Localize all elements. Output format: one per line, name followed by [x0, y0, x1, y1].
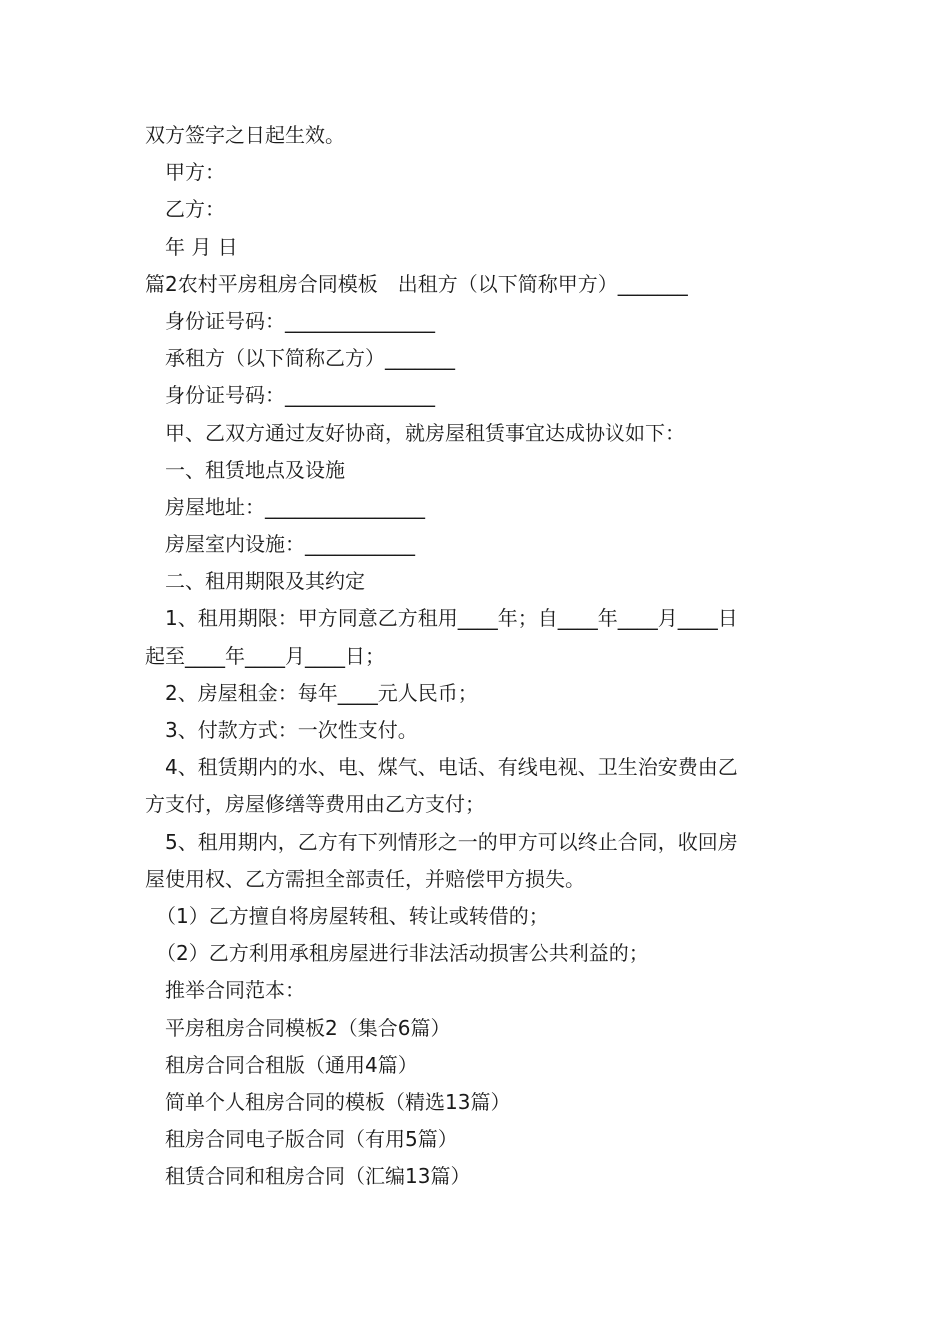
text-line: 甲方： — [165, 160, 225, 185]
text-line: 3、付款方式：一次性支付。 — [165, 718, 418, 742]
recommended-link[interactable]: 平房租房合同模板2（集合6篇） — [165, 1015, 451, 1040]
text-line: 方支付，房屋修缮等费用由乙方支付； — [145, 792, 485, 817]
text-line: 4、租赁期内的水、电、煤气、电话、有线电视、卫生治安费由乙 — [165, 755, 738, 780]
recommended-link[interactable]: 简单个人租房合同的模板（精选13篇） — [165, 1089, 511, 1114]
text-line: 身份证号码：_______________ — [165, 383, 435, 408]
text-line: 年 月 日 — [165, 234, 238, 259]
text-line: 房屋地址：________________ — [165, 494, 425, 519]
document-body — [145, 117, 810, 1195]
text-line: 屋使用权、乙方需担全部责任，并赔偿甲方损失。 — [145, 866, 585, 891]
text-line: 甲、乙双方通过友好协商，就房屋租赁事宜达成协议如下： — [165, 420, 685, 445]
text-line: 房屋室内设施：___________ — [165, 532, 415, 557]
text-line: 2、房屋租金：每年____元人民币； — [165, 680, 478, 705]
text-line: 双方签字之日起生效。 — [145, 123, 345, 147]
text-line: 5、租用期内，乙方有下列情形之一的甲方可以终止合同，收回房 — [165, 829, 738, 854]
text-line: 1、租用期限：甲方同意乙方租用____年；自____年____月____日 — [165, 606, 738, 631]
recommended-link[interactable]: 租赁合同和租房合同（汇编13篇） — [165, 1164, 471, 1189]
recommended-link[interactable]: 租房合同合租版（通用4篇） — [165, 1052, 418, 1077]
text-line: （2）乙方利用承租房屋进行非法活动损害公共利益的； — [156, 941, 649, 966]
text-line: 承租方（以下简称乙方）_______ — [165, 346, 455, 371]
section-heading: 篇2农村平房租房合同模板 出租方（以下简称甲方）_______ — [145, 271, 688, 296]
text-line: 二、租用期限及其约定 — [165, 569, 365, 594]
text-line: 起至____年____月____日； — [145, 643, 385, 668]
text-line: 一、租赁地点及设施 — [165, 457, 345, 482]
text-line: 身份证号码：_______________ — [165, 308, 435, 333]
recommended-link[interactable]: 租房合同电子版合同（有用5篇） — [165, 1127, 458, 1152]
text-line: （1）乙方擅自将房屋转租、转让或转借的； — [156, 903, 549, 928]
text-line: 乙方： — [165, 197, 225, 222]
text-line: 推举合同范本： — [165, 978, 305, 1003]
